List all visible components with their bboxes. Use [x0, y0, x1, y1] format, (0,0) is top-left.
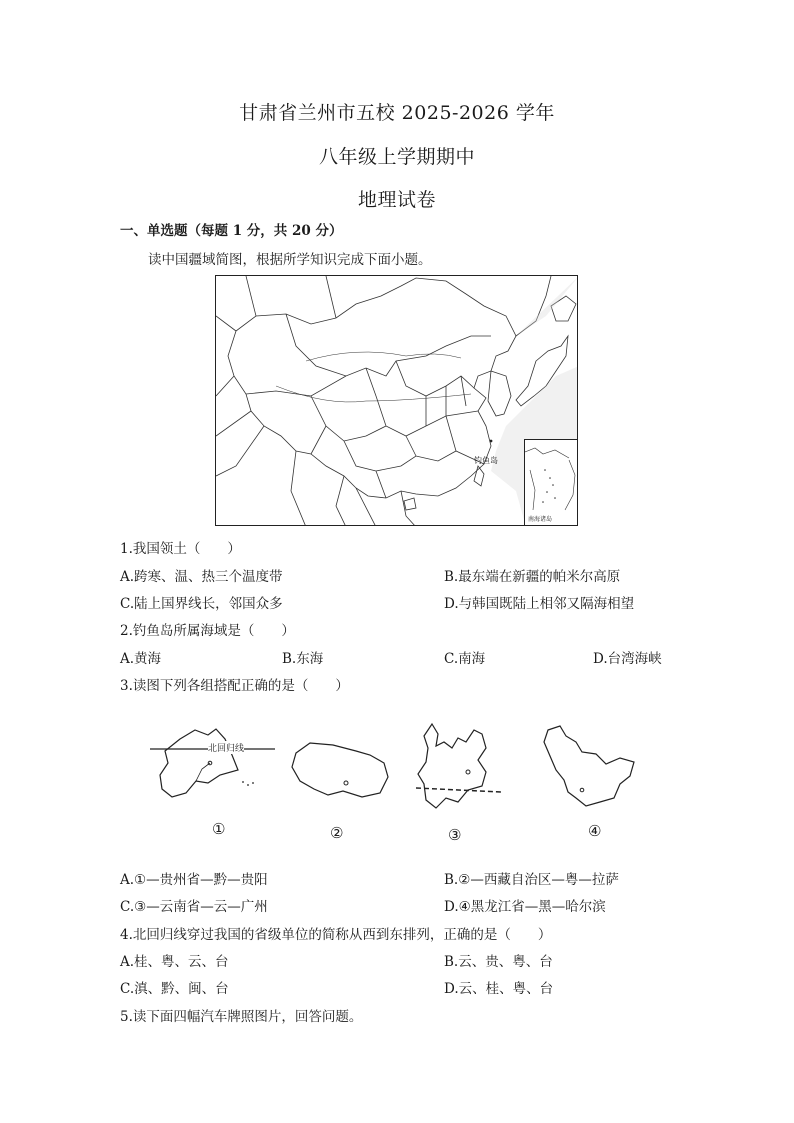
figure-number-3: ③ [448, 826, 462, 844]
guangdong-outline [150, 725, 275, 805]
q3-option-c[interactable]: C.③—云南省—云—广州 [120, 899, 268, 915]
q2-option-d[interactable]: D.台湾海峡 [593, 651, 662, 667]
q3-option-a[interactable]: A.①—贵州省—黔—贵阳 [120, 872, 268, 888]
question-1-stem: 1.我国领土（ ） [120, 541, 241, 557]
q3-option-b[interactable]: B.②—西藏自治区—粤—拉萨 [444, 872, 619, 888]
china-territory-map [215, 275, 578, 526]
tropic-of-cancer-label: 北回归线 [208, 741, 244, 754]
tibet-outline [288, 735, 393, 810]
question-4-stem: 4.北回归线穿过我国的省级单位的简称从西到东排列，正确的是（ ） [120, 927, 552, 943]
question-5-stem: 5.读下面四幅汽车牌照图片，回答问题。 [120, 1009, 363, 1025]
q2-option-b[interactable]: B.东海 [282, 651, 324, 667]
diaoyu-island-label: 钓鱼岛 [474, 456, 498, 465]
province-figure-1 [150, 725, 275, 805]
section-heading: 一、单选题（每题 1 分，共 20 分） [120, 223, 343, 239]
q1-option-b[interactable]: B.最东端在新疆的帕米尔高原 [444, 569, 621, 585]
q1-option-d[interactable]: D.与韩国既陆上相邻又隔海相望 [444, 596, 635, 612]
inset-label: 南海诸岛 [528, 516, 553, 523]
q1-option-a[interactable]: A.跨寒、温、热三个温度带 [120, 569, 283, 585]
figure-number-2: ② [330, 824, 344, 842]
exam-title-line1: 甘肃省兰州市五校 2025-2026 学年 [239, 102, 555, 124]
province-figure-3 [416, 720, 501, 815]
q2-option-c[interactable]: C.南海 [444, 651, 486, 667]
figure-number-4: ④ [588, 822, 602, 840]
question-3-stem: 3.读图下列各组搭配正确的是（ ） [120, 678, 349, 694]
figure-number-1: ① [212, 820, 226, 838]
south-china-sea-inset-drawing [525, 440, 577, 525]
province-figure-2 [288, 735, 393, 810]
south-china-sea-inset [524, 439, 577, 525]
q4-option-b[interactable]: B.云、贵、粤、台 [444, 954, 553, 970]
exam-title-line3: 地理试卷 [357, 189, 436, 211]
diaoyu-island-marker [490, 440, 493, 443]
section-intro: 读中国疆域简图，根据所学知识完成下面小题。 [148, 252, 432, 268]
q3-option-d[interactable]: D.④黑龙江省—黑—哈尔滨 [444, 899, 606, 915]
exam-title-line2: 八年级上学期期中 [318, 146, 475, 168]
q1-option-c[interactable]: C.陆上国界线长，邻国众多 [120, 596, 283, 612]
q4-option-a[interactable]: A.桂、粤、云、台 [120, 954, 229, 970]
q4-option-c[interactable]: C.滇、黔、闽、台 [120, 981, 229, 997]
question-2-stem: 2.钓鱼岛所属海域是（ ） [120, 623, 295, 639]
q2-option-a[interactable]: A.黄海 [120, 651, 162, 667]
yunnan-outline [416, 720, 501, 815]
q4-option-d[interactable]: D.云、桂、粤、台 [444, 981, 554, 997]
heilongjiang-outline [540, 722, 640, 810]
province-figure-4 [540, 722, 640, 810]
